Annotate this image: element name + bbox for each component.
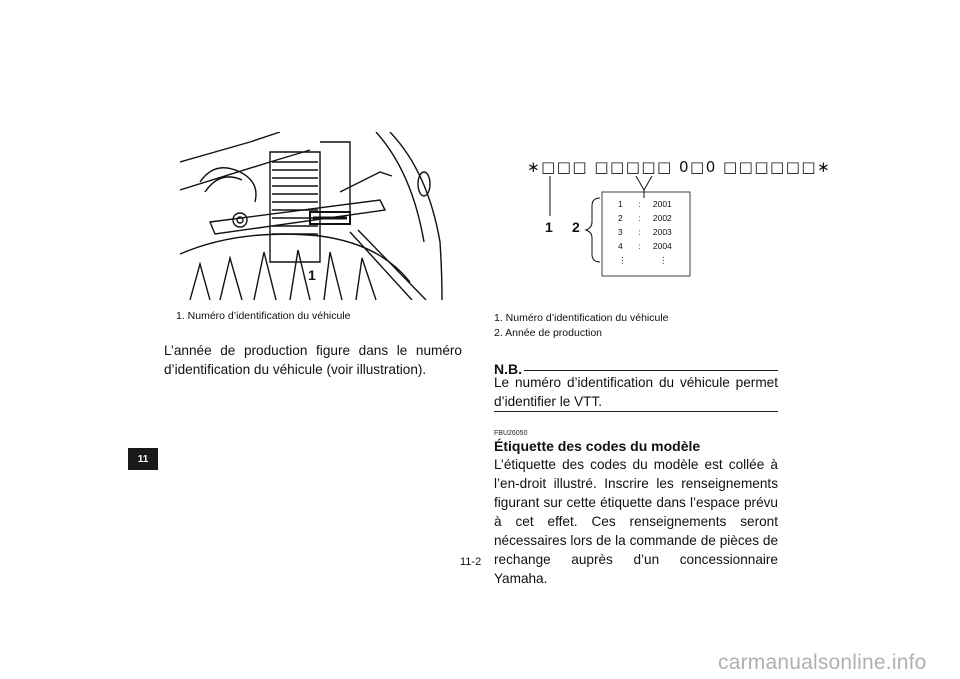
year-row [618,255,678,270]
year-value: 2002 [652,213,672,223]
year-separator: : [638,199,641,209]
page-number: 11-2 [460,556,482,568]
year-value: 2001 [652,199,672,209]
callout-1: 1 [545,219,553,235]
year-row [618,241,678,255]
year-index: 1 [618,199,623,209]
section-code: FBU26050 [494,430,528,437]
year-index: 3 [618,227,623,237]
left-paragraph: L’année de production figure dans le numéro d’identification du véhicule (voir illustration). [164,343,462,377]
nb-bottom-rule [494,411,778,412]
year-value: 2004 [652,241,672,251]
vehicle-frame-illustration [180,132,448,300]
right-caption-1: 1. Numéro d’identification du véhicule [494,312,669,324]
year-separator: : [638,241,641,251]
year-separator: : [638,227,641,237]
figure-callout-1: 1 [308,267,316,283]
chapter-tab: 11 [128,448,158,470]
year-value: 2003 [652,227,672,237]
section-paragraph: L’étiquette des codes du modèle est collée à l’en-droit illustré. Inscrire les renseignements figurant sur cette étiquette dans l’espace prévu à cet effet. Ces renseignements seront nécessaires lors de la commande de pièces de rechange auprès d’un concessionnaire Yamaha. [494,457,778,586]
nb-top-rule [524,370,778,371]
year-index: 4 [618,241,623,251]
year-separator: : [638,213,641,223]
right-caption-2: 2. Année de production [494,327,603,339]
callout-2: 2 [572,219,580,235]
year-index: 2 [618,213,623,223]
section-heading: Étiquette des codes du modèle [494,438,701,454]
nb-text: Le numéro d’identification du véhicule permet d’identifier le VTT. [494,375,778,409]
vin-code-line: ∗□□□ □□□□□ 0□0 □□□□□□∗ [527,158,832,176]
watermark-text: carmanualsonline.info [718,651,927,674]
left-figure-caption: 1. Numéro d’identification du véhicule [176,310,351,322]
year-row [618,227,678,241]
dots: ⋮ [658,255,668,265]
production-year-table [618,199,678,270]
year-row [618,199,678,213]
nb-title: N.B. [494,361,522,377]
year-row [618,213,678,227]
dots: ⋮ [618,255,627,265]
